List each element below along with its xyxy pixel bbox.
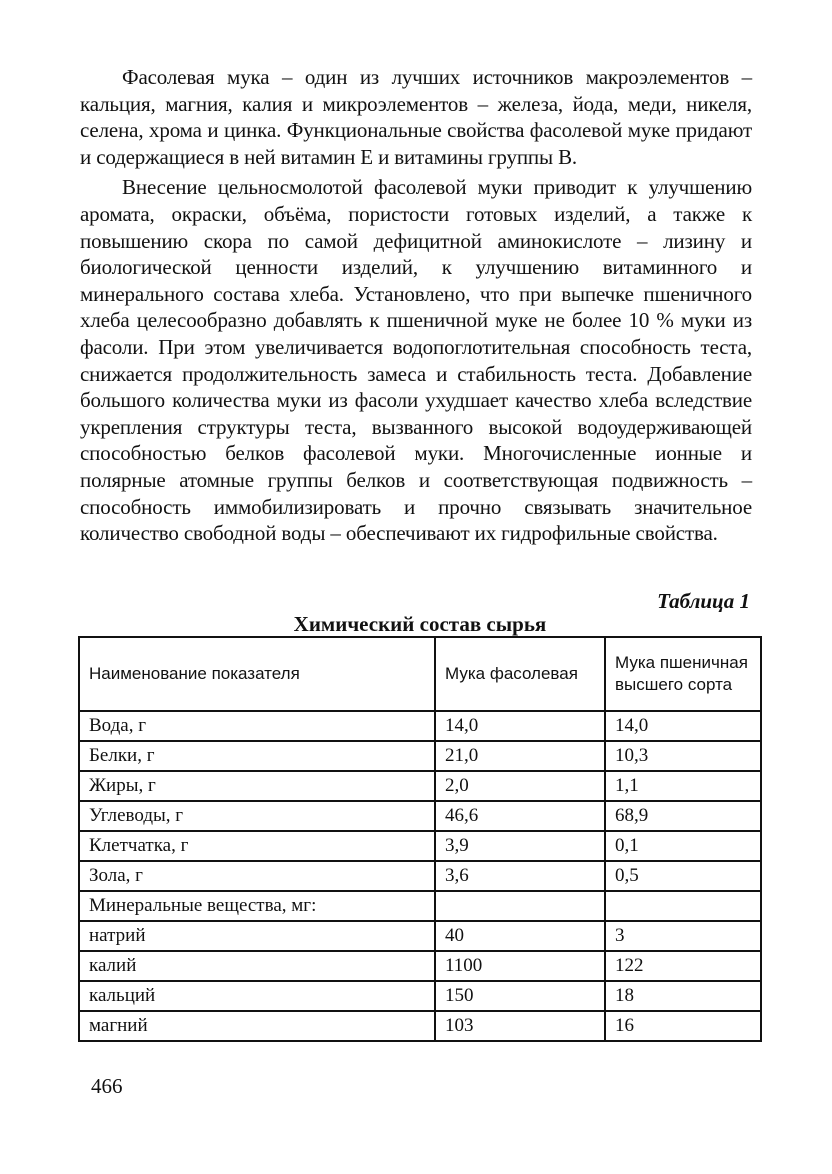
cell-bean-value: 2,0 — [435, 771, 605, 801]
table-row — [79, 741, 761, 771]
cell-indicator: Вода, г — [79, 711, 435, 741]
cell-wheat-value: 1,1 — [605, 771, 761, 801]
table-row — [79, 771, 761, 801]
table-row — [79, 951, 761, 981]
cell-wheat-value: 0,5 — [605, 861, 761, 891]
cell-wheat-value: 3 — [605, 921, 761, 951]
cell-wheat-value: 10,3 — [605, 741, 761, 771]
column-header-wheat-flour: Мука пшеничная высшего сорта — [605, 637, 761, 711]
cell-bean-value: 46,6 — [435, 801, 605, 831]
cell-wheat-value: 16 — [605, 1011, 761, 1041]
column-header-indicator: Наименование показателя — [79, 637, 435, 711]
cell-indicator: Жиры, г — [79, 771, 435, 801]
cell-wheat-value: 14,0 — [605, 711, 761, 741]
cell-wheat-value: 122 — [605, 951, 761, 981]
cell-bean-value: 3,6 — [435, 861, 605, 891]
paragraph: Внесение цельносмолотой фасолевой муки приводит к улучшению аромата, окраски, объёма, пористости готовых изделий, а также к повышению скора по самой дефицитной аминокислоте – лизину и биологической ценности изделий, к улучшению витаминного и минерального состава хлеба. Установлено, что при выпечке пшеничного хлеба целесообразно добавлять к пшеничной муке не более 10 % муки из фасоли. При этом увеличивается водопоглотительная способность теста, снижается продолжительность замеса и стабильность теста. Добавление большого количества муки из фасоли ухудшает качество хлеба вследствие укрепления структуры теста, вызванного высокой водоудерживающей способностью белков фасолевой муки. Многочисленные ионные и полярные атомные группы белков и соответствующая подвижность – способность иммобилизировать и прочно связывать значительное количество свободной воды – обеспечивают их гидрофильные свойства. — [80, 175, 752, 546]
paragraph: Фасолевая мука – один из лучших источников макроэлементов – кальция, магния, калия и микроэлементов – железа, йода, меди, никеля, селена, хрома и цинка. Функциональные свойства фасолевой муке придают и содержащиеся в ней витамин Е и витамины группы В. — [80, 65, 752, 169]
cell-bean-value: 150 — [435, 981, 605, 1011]
cell-bean-value — [435, 891, 605, 921]
table-row — [79, 921, 761, 951]
cell-indicator: Зола, г — [79, 861, 435, 891]
cell-indicator: кальций — [79, 981, 435, 1011]
cell-indicator: Углеводы, г — [79, 801, 435, 831]
cell-section-heading: Минеральные вещества, мг: — [79, 891, 435, 921]
cell-bean-value: 21,0 — [435, 741, 605, 771]
cell-indicator: натрий — [79, 921, 435, 951]
cell-bean-value: 40 — [435, 921, 605, 951]
cell-indicator: магний — [79, 1011, 435, 1041]
cell-wheat-value: 18 — [605, 981, 761, 1011]
table-row — [79, 801, 761, 831]
table-label: Таблица 1 — [657, 589, 750, 613]
table-section-row — [79, 891, 761, 921]
table-row — [79, 981, 761, 1011]
table-row — [79, 831, 761, 861]
table-title: Химический состав сырья — [293, 612, 547, 636]
cell-bean-value: 14,0 — [435, 711, 605, 741]
cell-indicator: Белки, г — [79, 741, 435, 771]
chemical-composition-table — [78, 636, 762, 1042]
table-header-row — [79, 637, 761, 711]
page-number: 466 — [91, 1074, 123, 1098]
table-row — [79, 861, 761, 891]
table-row — [79, 711, 761, 741]
cell-wheat-value — [605, 891, 761, 921]
table-row — [79, 1011, 761, 1041]
cell-wheat-value: 0,1 — [605, 831, 761, 861]
cell-wheat-value: 68,9 — [605, 801, 761, 831]
column-header-bean-flour: Мука фасолевая — [435, 637, 605, 711]
body-text — [80, 64, 752, 551]
cell-bean-value: 3,9 — [435, 831, 605, 861]
cell-indicator: калий — [79, 951, 435, 981]
cell-bean-value: 1100 — [435, 951, 605, 981]
cell-bean-value: 103 — [435, 1011, 605, 1041]
cell-indicator: Клетчатка, г — [79, 831, 435, 861]
